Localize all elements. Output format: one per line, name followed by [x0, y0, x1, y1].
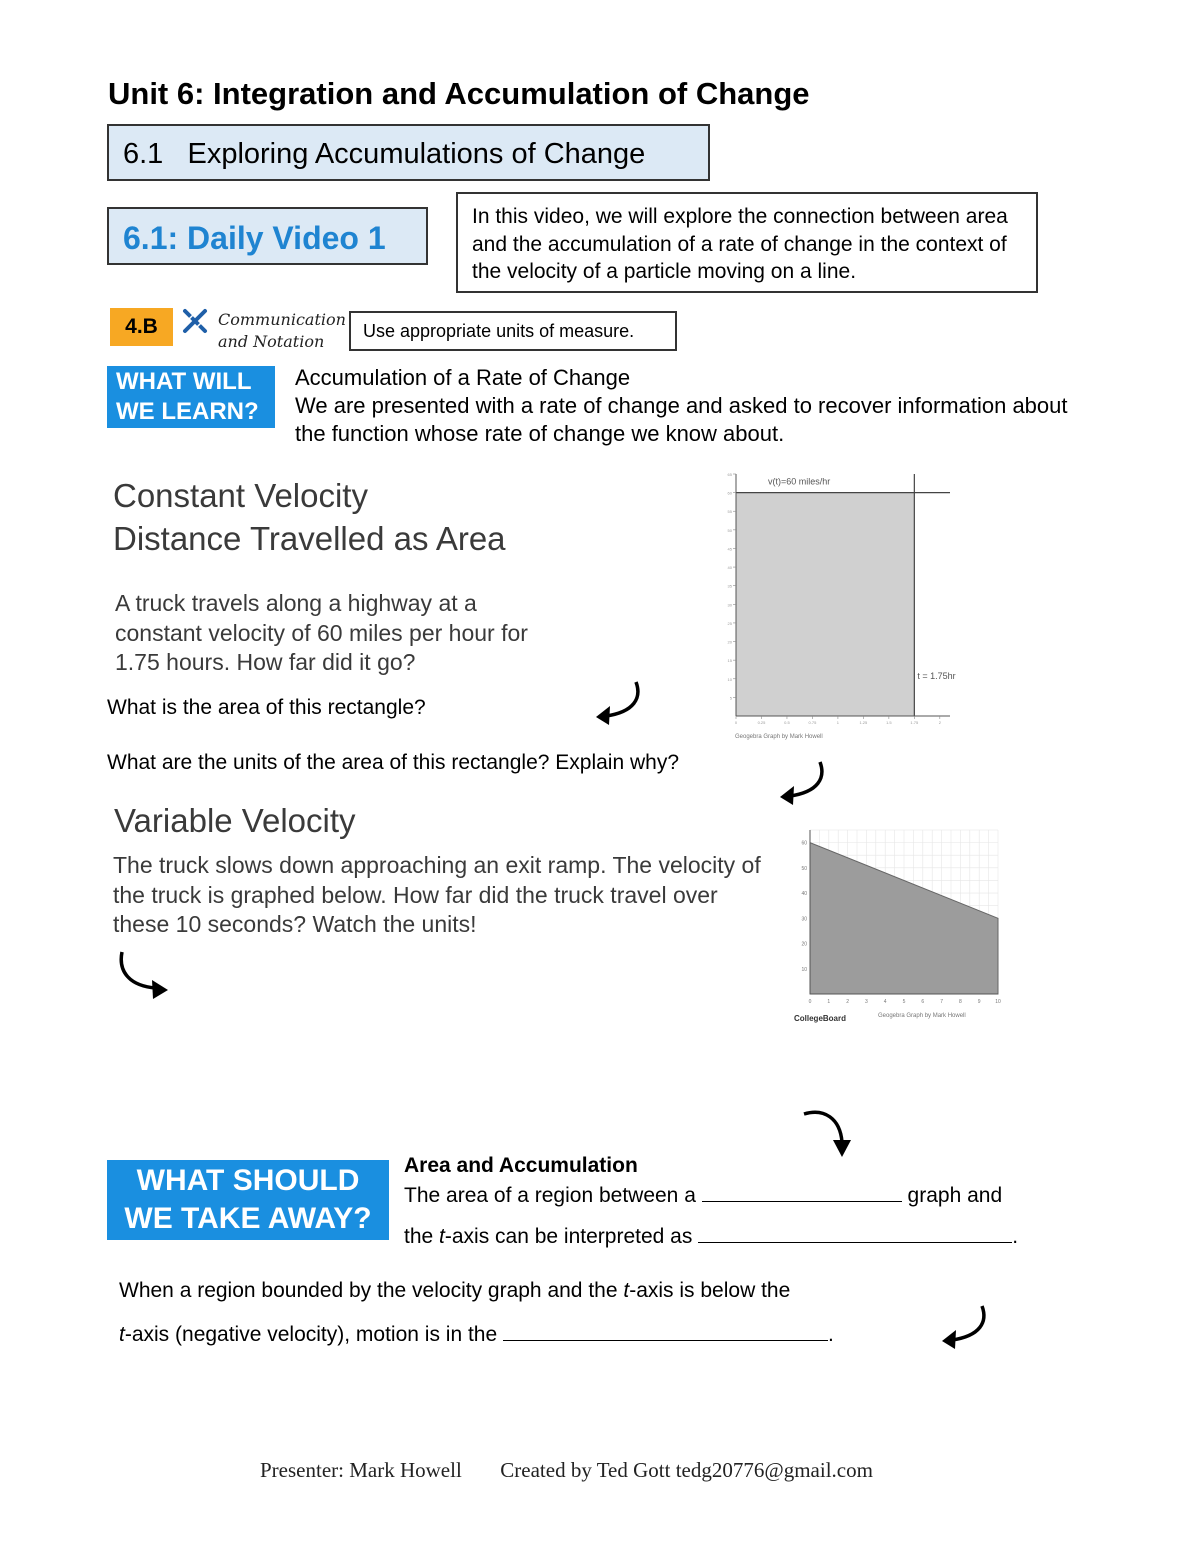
video-intro-box	[456, 192, 1038, 293]
takeaway-text: the	[404, 1225, 440, 1248]
constant-title-line2: Distance Travelled as Area	[113, 520, 506, 557]
t-variable: t	[439, 1225, 445, 1248]
skill-label-line2: and Notation	[218, 332, 325, 351]
x-tick-label: 0	[734, 720, 738, 725]
y-tick-label: 60	[727, 490, 732, 496]
x-tick-label: 6	[921, 999, 925, 1005]
variable-velocity-title: Variable Velocity	[114, 802, 356, 839]
y-tick-label: 40	[801, 891, 807, 898]
y-tick-label: 10	[801, 966, 807, 973]
fill-in-blank	[503, 1320, 828, 1341]
x-tick-label: 7	[940, 999, 943, 1005]
x-tick-label: 2	[938, 720, 941, 725]
x-tick-label: 8	[959, 999, 962, 1005]
learn-badge-line1: WHAT WILL	[116, 368, 252, 395]
chart-title: v(t)=60 miles/hr	[768, 476, 831, 487]
x-tick-label: 0.25	[757, 720, 766, 725]
pencil-ruler-icon	[180, 306, 210, 336]
y-tick-label: 55	[727, 509, 732, 515]
x-tick-label: 2	[846, 999, 849, 1005]
x-tick-label: 0	[808, 999, 812, 1005]
x-tick-label: 4	[883, 999, 887, 1005]
constant-velocity-chart	[727, 470, 956, 745]
learn-heading: Accumulation of a Rate of Change	[295, 365, 631, 390]
x-tick-label: 0.75	[808, 720, 817, 725]
curved-arrow-icon	[116, 950, 172, 1002]
x-tick-label: 0.5	[784, 720, 790, 725]
y-tick-label: 50	[801, 865, 807, 872]
chart-credit: Geogebra Graph by Mark Howell	[878, 1013, 966, 1019]
y-tick-label: 20	[727, 639, 732, 645]
video-intro-text: In this video, we will explore the connection between area and the accumulation of a rate of change in the context of the velocity of a particle moving on a line.	[472, 205, 1008, 283]
constant-velocity-problem: A truck travels along a highway at a constant velocity of 60 miles per hour for 1.75 hours. How far did it go?	[115, 590, 528, 675]
y-tick-label: 60	[801, 840, 807, 847]
x-tick-label: 5	[902, 999, 906, 1005]
variable-velocity-problem: The truck slows down approaching an exit ramp. The velocity of the truck is graphed below. How far did the truck travel over these 10 seconds? Watch the units!	[113, 852, 761, 937]
takeaway-badge-line2: WE TAKE AWAY?	[124, 1202, 372, 1235]
what-will-we-learn-badge	[107, 366, 275, 428]
curved-arrow-icon	[800, 1106, 854, 1160]
y-tick-label: 10	[727, 676, 732, 682]
takeaway-text: -axis (negative velocity), motion is in the	[124, 1323, 503, 1346]
page-title: Unit 6: Integration and Accumulation of Change	[108, 76, 810, 111]
y-tick-label: 30	[801, 916, 807, 923]
skill-code-badge: 4.B	[110, 308, 173, 346]
y-tick-label: 15	[727, 658, 732, 664]
takeaway-text: .	[828, 1323, 834, 1346]
constant-title-line1: Constant Velocity	[113, 477, 368, 514]
curved-arrow-icon	[776, 758, 832, 808]
y-tick-label: 65	[727, 472, 732, 477]
collegeboard-logo: CollegeBoard	[794, 1014, 847, 1023]
y-tick-label: 45	[727, 546, 732, 552]
curved-arrow-icon	[592, 678, 648, 728]
footer-presenter: Presenter: Mark Howell	[260, 1458, 462, 1482]
takeaway-heading: Area and Accumulation	[404, 1154, 638, 1177]
y-tick-label: 5	[729, 695, 732, 701]
negative-velocity-line1	[119, 1279, 790, 1303]
takeaway-text: .	[1012, 1225, 1019, 1248]
what-should-we-take-away-badge	[107, 1160, 389, 1240]
variable-velocity-chart	[786, 826, 1006, 1031]
t-variable: t	[119, 1323, 125, 1346]
learn-section	[295, 364, 1075, 448]
question-rectangle-area: What is the area of this rectangle?	[107, 696, 426, 719]
takeaway-text: The area of a region between a	[404, 1184, 702, 1207]
skill-descriptor: Use appropriate units of measure.	[363, 321, 635, 341]
y-tick-label: 35	[727, 583, 732, 589]
x-tick-label: 10	[995, 999, 1001, 1005]
learn-body: We are presented with a rate of change and asked to recover information about the function whose rate of change we know about.	[295, 393, 1068, 446]
lesson-heading: 6.1 Exploring Accumulations of Change	[123, 138, 646, 170]
y-tick-label: 20	[801, 941, 807, 948]
footer-creator: Created by Ted Gott tedg20776@gmail.com	[500, 1458, 873, 1482]
takeaway-text: When a region bounded by the velocity graph and the	[119, 1279, 624, 1302]
x-tick-label: 1.5	[886, 720, 892, 725]
learn-badge-line2: WE LEARN?	[116, 398, 259, 425]
daily-video-label: 6.1: Daily Video 1	[123, 220, 386, 256]
y-tick-label: 50	[727, 527, 732, 533]
question-area-units: What are the units of the area of this rectangle? Explain why?	[107, 751, 679, 774]
constant-velocity-title	[113, 474, 506, 560]
y-tick-label: 30	[727, 602, 732, 608]
fill-in-blank	[698, 1222, 1012, 1243]
lesson-heading-box	[107, 124, 710, 181]
takeaway-line2	[404, 1222, 1018, 1249]
x-tick-label: 1	[836, 720, 840, 725]
t-variable: t	[623, 1279, 630, 1302]
area-under-velocity	[736, 493, 914, 716]
x-tick-label: 1.25	[859, 720, 868, 725]
skill-label-line1: Communication	[218, 310, 346, 329]
y-tick-label: 25	[727, 620, 732, 626]
x-tick-label: 9	[977, 999, 981, 1005]
daily-video-box	[107, 207, 428, 265]
chart-annotation: t = 1.75hr	[917, 670, 956, 681]
y-tick-label: 40	[727, 565, 732, 571]
x-tick-label: 1	[827, 999, 831, 1005]
takeaway-text: -axis can be interpreted as	[444, 1225, 699, 1248]
x-tick-label: 3	[865, 999, 868, 1005]
takeaway-line1	[404, 1181, 1002, 1208]
takeaway-text: graph and	[901, 1184, 1003, 1207]
x-tick-label: 1.75	[910, 720, 919, 725]
negative-velocity-line2	[119, 1320, 834, 1347]
takeaway-text: -axis is below the	[629, 1279, 791, 1302]
takeaway-badge-line1: WHAT SHOULD	[136, 1164, 360, 1197]
fill-in-blank	[702, 1181, 902, 1202]
chart-credit: Geogebra Graph by Mark Howell	[735, 734, 823, 740]
skill-descriptor-box	[349, 311, 677, 351]
footer	[260, 1458, 873, 1483]
skill-label	[218, 309, 346, 353]
curved-arrow-icon	[938, 1302, 994, 1352]
